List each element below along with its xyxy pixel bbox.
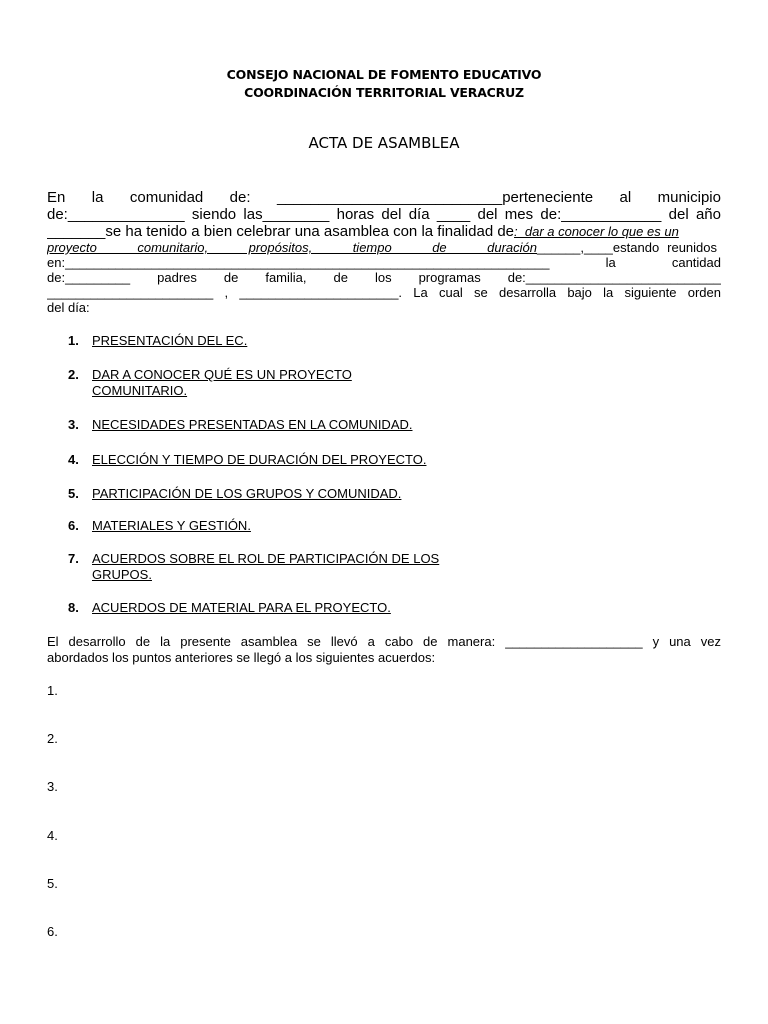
intro-line-1: En la comunidad de: ___________________________perteneciente al municipio — [47, 189, 721, 206]
intro-line-5: en:___________________________________________________________________ la cantidad — [47, 255, 721, 270]
agreement-item: 6. — [47, 924, 58, 939]
agenda-item-text: PARTICIPACIÓN DE LOS GRUPOS Y COMUNIDAD. — [92, 486, 402, 501]
document-title: ACTA DE ASAMBLEA — [308, 134, 460, 152]
agreement-item: 5. — [47, 876, 58, 891]
organization-subunit: COORDINACIÓN TERRITORIAL VERACRUZ — [244, 85, 524, 100]
intro-line-7: _______________________ , ______________________. La cual se desarrolla bajo la siguiente orden — [47, 285, 721, 300]
agenda-item-text: DAR A CONOCER QUÉ ES UN PROYECTO COMUNITARIO. — [92, 367, 352, 398]
agreement-item: 2. — [47, 731, 58, 746]
organization-name: CONSEJO NACIONAL DE FOMENTO EDUCATIVO — [226, 67, 542, 82]
intro-line-2: de:______________ siendo las________ horas del día ____ del mes de:____________ del año — [47, 206, 721, 223]
intro-line-3-purpose: :_dar a conocer lo que es un — [514, 224, 679, 239]
agenda-item-number: 2. — [68, 367, 79, 382]
agenda-item-text: PRESENTACIÓN DEL EC. — [92, 333, 248, 348]
agreement-item: 4. — [47, 828, 58, 843]
agreement-item: 3. — [47, 779, 58, 794]
intro-line-8: del día: — [47, 300, 90, 315]
agenda-item-text: ACUERDOS SOBRE EL ROL DE PARTICIPACIÓN DE LOS GRUPOS. — [92, 551, 440, 582]
intro-line-4-purpose: proyecto comunitario, propósitos, tiempo de duración — [47, 240, 537, 255]
agenda-item-number: 7. — [68, 551, 79, 566]
intro-paragraph — [47, 189, 721, 315]
intro-line-3 — [47, 223, 721, 240]
agenda-item-number: 4. — [68, 452, 79, 467]
intro-line-6: de:_________ padres de familia, de los programas de:___________________________ — [47, 270, 721, 285]
closing-paragraph — [47, 634, 721, 666]
closing-line-2: abordados los puntos anteriores se llegó a los siguientes acuerdos: — [47, 650, 436, 665]
agreement-item: 1. — [47, 683, 58, 698]
agenda-item-number: 6. — [68, 518, 79, 533]
closing-line-1: El desarrollo de la presente asamblea se llevó a cabo de manera: ___________________ y una vez — [47, 634, 721, 649]
agenda-item-number: 5. — [68, 486, 79, 501]
intro-line-4 — [47, 240, 721, 255]
intro-line-4-text: ______,____estando reunidos — [537, 240, 717, 255]
agenda-item-number: 8. — [68, 600, 79, 615]
agenda-item-text: ACUERDOS DE MATERIAL PARA EL PROYECTO. — [92, 600, 391, 615]
agenda-item-text: NECESIDADES PRESENTADAS EN LA COMUNIDAD. — [92, 417, 413, 432]
agenda-item-number: 3. — [68, 417, 79, 432]
agenda-item-text: ELECCIÓN Y TIEMPO DE DURACIÓN DEL PROYECTO. — [92, 452, 427, 467]
intro-line-3-text: _______se ha tenido a bien celebrar una asamblea con la finalidad de — [47, 223, 515, 240]
agenda-item-number: 1. — [68, 333, 79, 348]
agenda-item-text: MATERIALES Y GESTIÓN. — [92, 518, 251, 533]
